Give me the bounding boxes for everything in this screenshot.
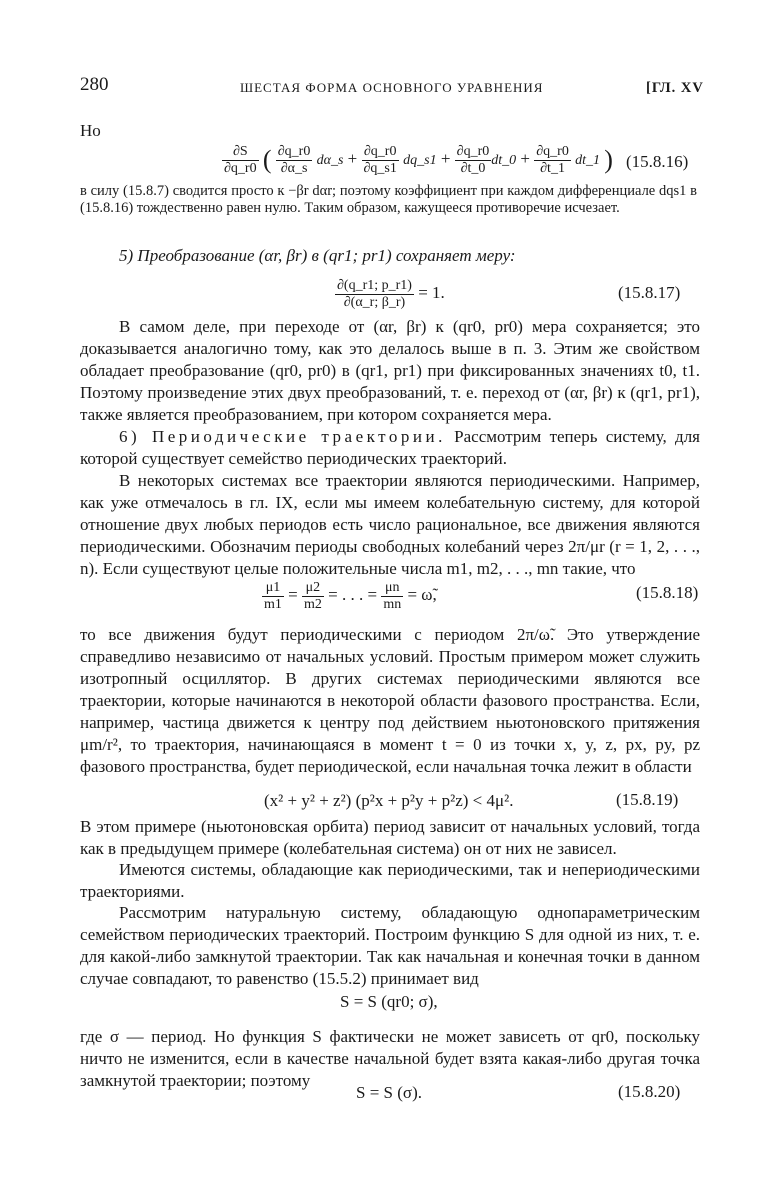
paragraph-item-6: [80, 426, 700, 470]
equation-15-8-19: (x² + y² + z²) (p²x + p²y + p²z) < 4μ².: [264, 791, 514, 810]
paragraph-period-sigma: где σ — период. Но функция S фактически не может зависеть от qr0, поскольку ничто не изменится, если в качестве начальной будет взята какая-либо другая точка замкнутой траектории; поэтому: [80, 1027, 700, 1090]
item-6-text: Рассмотрим теперь систему, для которой существует семейство периодических траекторий.: [80, 427, 700, 468]
paragraph-natural-system: Рассмотрим натуральную систему, обладающую однопараметрическим семейством периодических траекторий. Построим функцию S для одной из них, т. е. для какой-либо замкнутой траектории. Так как начальная и конечная точки в данном случае совпадают, то равенство (15.5.2) принимает вид: [80, 903, 700, 988]
paragraph-after-15-8-16: в силу (15.8.7) сводится просто к −βr dαr; поэтому коэффициент при каждом дифференциале dqs1 в (15.8.16) тождественно равен нулю. Таким образом, кажущееся противоречие исчезает.: [80, 183, 697, 216]
paragraph-mixed-systems: Имеются системы, обладающие как периодическими, так и непериодическими траекториями.: [80, 860, 700, 901]
equation-15-8-20: S = S (σ).: [356, 1083, 422, 1102]
running-title: ШЕСТАЯ ФОРМА ОСНОВНОГО УРАВНЕНИЯ: [240, 80, 544, 95]
equation-number-15-8-19: (15.8.19): [616, 790, 679, 809]
equation-15-8-18: $\frac{\mu 1}{m1}$ = $\frac{\mu 2}{m2}$ = . . . = $\frac{\mu n}{mn}$ = ω̃,: [264, 579, 437, 612]
equation-15-8-16: $\frac{\partial S}{\partial q\_r0}$ ( $\frac{\partial q\_r0}{\partial\alpha\_s}$ dα_s + $\frac{\partial q\_r0}{\partial q\_s1}$ dq_s1 + $\frac{\partial q\_r0}{\partial t\_0}$ dt_0 + $\frac{\partial q\_r0}{\partial t\_1}$ dt_1 ): [224, 143, 613, 176]
chapter-reference: [ГЛ. XV: [646, 80, 704, 96]
item-5-heading: 5) Преобразование (αr, βr) в (qr1; pr1) сохраняет меру:: [119, 246, 516, 265]
intro-word: Но: [80, 121, 101, 140]
page-number: 280: [80, 74, 109, 95]
equation-number-15-8-20: (15.8.20): [618, 1082, 681, 1101]
lhs-fraction: $\frac{\partial S}{\partial q\_r0}$: [224, 143, 257, 176]
equation-S-q-sigma: S = S (qr0; σ),: [340, 992, 438, 1011]
item-6-label: 6) Периодические траектории.: [119, 427, 446, 446]
paragraph-measure: В самом деле, при переходе от (αr, βr) к (qr0, pr0) мера сохраняется; это доказывается аналогично тому, как это делалось выше в п. 3. Этим же свойством обладает преобразование (qr0, pr0) в (qr1, pr1) при фиксированных значениях t0, t1. Поэтому произведение этих двух преобразований, т. е. переход от (αr, βr) к (qr1, pr1), также является преобразованием, при котором сохраняется мера.: [80, 317, 700, 424]
paragraph-newton-orbit: В этом примере (ньютоновская орбита) период зависит от начальных условий, тогда как в предыдущем примере (колебательная система) он от них не зависел.: [80, 817, 700, 858]
equation-number-15-8-18: (15.8.18): [636, 583, 699, 602]
equation-15-8-17: $\frac{\partial(q\_r1; p\_r1)}{\partial(\alpha\_r; \beta\_r)}$ = 1.: [337, 277, 445, 310]
equation-number-15-8-17: (15.8.17): [618, 283, 681, 302]
paragraph-periodic: В некоторых системах все траектории являются периодическими. Например, как уже отмечалось в гл. IX, если мы имеем колебательную систему, для которой отношение двух любых периодов есть число рациональное, все движения являются периодическими. Обозначим периоды свободных колебаний через 2π/μr (r = 1, 2, . . ., n). Если существуют целые положительные числа m1, m2, . . ., mn такие, что: [80, 471, 700, 578]
equation-number-15-8-16: (15.8.16): [626, 152, 689, 171]
paragraph-after-15-8-18: то все движения будут периодическими с периодом 2π/ω̃. Это утверждение справедливо независимо от начальных условий. Простым примером может служить изотропный осциллятор. В других системах периодическими являются все траектории, которые начинаются в некоторой области фазового пространства. Если, например, частица движется к центру под действием ньютоновского притяжения μm/r², то траектория, начинающаяся в момент t = 0 из точки x, y, z, px, py, pz фазового пространства, будет периодической, если начальная точка лежит в области: [80, 625, 700, 776]
